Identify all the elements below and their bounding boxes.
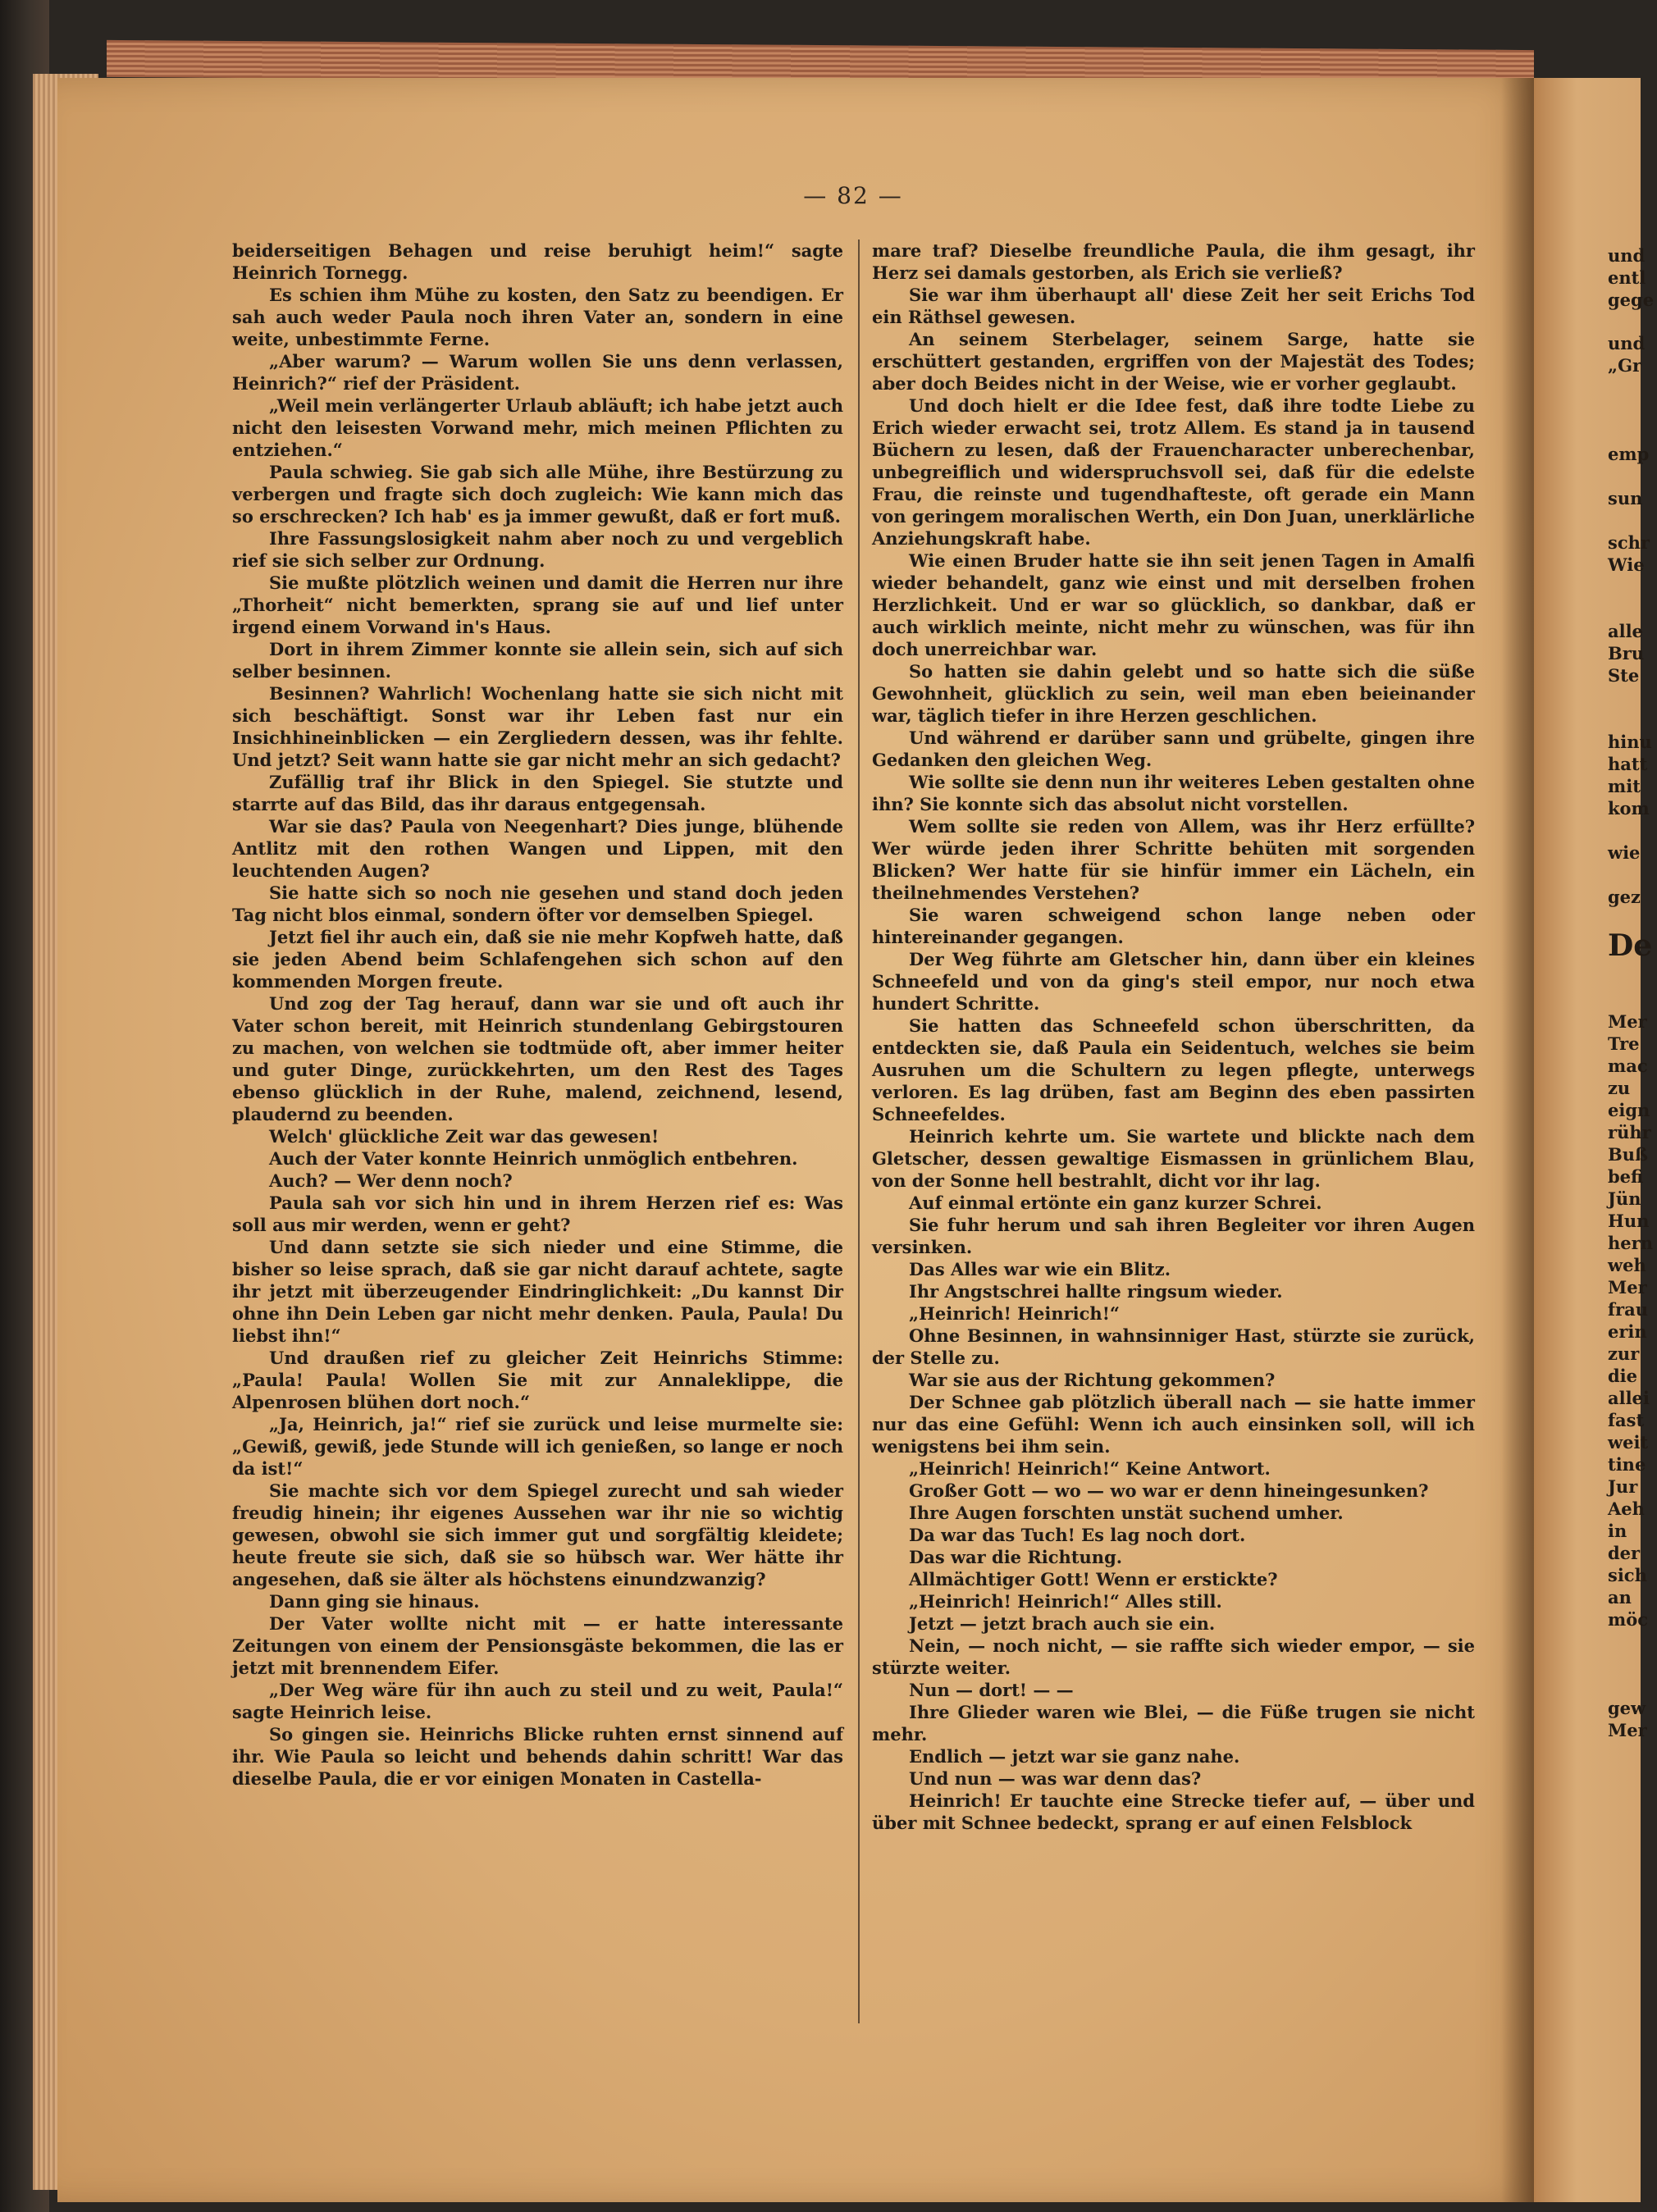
next-page-fragment: gege [1608, 290, 1655, 310]
paragraph: Und nun — was war denn das? [909, 1768, 1202, 1789]
next-page-fragment: entl [1608, 267, 1646, 288]
paragraph: Und dann setzte sie sich nieder und eine Stimme, die bisher so leise sprach, daß sie gar nicht darauf achtete, sagte ihr jetzt mit überzeugender Eindringlichkeit: „Du kannst Dir ohne ihn Dein Leben gar nicht mehr denken. Paula, Paula! Du liebst ihn!“ [232, 1237, 843, 1346]
next-page-fragment: Jur [1608, 1476, 1638, 1497]
next-page-fragment: Mer [1608, 1720, 1647, 1740]
next-page-fragment: zu [1608, 1078, 1631, 1098]
paragraph: War sie das? Paula von Neegenhart? Dies junge, blühende Antlitz mit den rothen Wangen und Lippen, mit den leuchtenden Augen? [232, 816, 843, 881]
paragraph: Sie war ihm überhaupt all' diese Zeit her seit Erichs Tod ein Räthsel gewesen. [872, 285, 1475, 327]
next-page-fragment: an [1608, 1587, 1632, 1608]
paragraph: Wie einen Bruder hatte sie ihn seit jenen Tagen in Amalfi wieder behandelt, ganz wie einst und mit derselben frohen Herzlichkeit. Und er war so glücklich, so dankbar, daß er auch wirklich meinte, nicht mehr zu wünschen, was für ihn doch unerreichbar war. [872, 550, 1475, 659]
next-page-fragment: sich [1608, 1565, 1647, 1585]
paragraph: Ihre Fassungslosigkeit nahm aber noch zu und vergeblich rief sie sich selber zur Ordnung. [232, 528, 843, 571]
page-gutter [1501, 78, 1534, 2202]
next-page-fragment: kom [1608, 798, 1650, 819]
paragraph: Auch der Vater konnte Heinrich unmöglich entbehren. [269, 1148, 798, 1169]
next-page-fragment: Ste [1608, 665, 1640, 686]
paragraph: Heinrich! Er tauchte eine Strecke tiefer auf, — über und über mit Schnee bedeckt, sprang er auf einen Felsblock [872, 1790, 1475, 1833]
next-page-fragment: hinu [1608, 732, 1652, 752]
paragraph: So hatten sie dahin gelebt und so hatte sich die süße Gewohnheit, glücklich zu sein, weil man eben beieinander war, täglich tiefer in ihre Herzen geschlichen. [872, 661, 1475, 726]
paragraph: Nun — dort! — — [909, 1680, 1074, 1700]
paragraph: Sie hatten das Schneefeld schon überschritten, da entdeckten sie, daß Paula ein Seidentuch, welches sie beim Ausruhen um die Schultern zu legen pflegte, unterwegs verloren. Es lag drüben, fast am Beginn des eben passirten Schneefeldes. [872, 1015, 1475, 1124]
next-page-fragment: in [1608, 1521, 1627, 1541]
next-page-fragment: Jün [1608, 1188, 1641, 1209]
paragraph: Und zog der Tag herauf, dann war sie und oft auch ihr Vater schon bereit, mit Heinrich stundenlang Gebirgstouren zu machen, von welchen sie todtmüde oft, aber immer heiter und guter Dinge, zurückkehrten, um den Rest des Tages ebenso glücklich in der Ruhe, malend, zeichnend, lesend, plaudernd zu beenden. [232, 993, 843, 1124]
column-divider [858, 239, 860, 2023]
next-page-fragment: emp [1608, 444, 1650, 464]
paragraph: Es schien ihm Mühe zu kosten, den Satz zu beendigen. Er sah auch weder Paula noch ihren Vater an, sondern in eine weite, unbestimmte Ferne. [232, 285, 843, 349]
next-page-fragment: rühr [1608, 1122, 1651, 1142]
paragraph: Ohne Besinnen, in wahnsinniger Hast, stürzte sie zurück, der Stelle zu. [872, 1325, 1475, 1368]
paragraph: So gingen sie. Heinrichs Blicke ruhten ernst sinnend auf ihr. Wie Paula so leicht und behends dahin schritt! War das dieselbe Paula, die er vor einigen Monaten in Castella- [232, 1724, 843, 1789]
paragraph: „Aber warum? — Warum wollen Sie uns denn verlassen, Heinrich?“ rief der Präsident. [232, 351, 843, 394]
paragraph: Und draußen rief zu gleicher Zeit Heinrichs Stimme: „Paula! Paula! Wollen Sie mit zur Annaleklippe, die Alpenrosen blühen dort noch.“ [232, 1348, 843, 1412]
next-page-fragment: tine [1608, 1454, 1646, 1475]
paragraph: Jetzt — jetzt brach auch sie ein. [909, 1613, 1216, 1634]
paragraph: Paula sah vor sich hin und in ihrem Herzen rief es: Was soll aus mir werden, wenn er geht? [232, 1193, 843, 1235]
paragraph: Sie mußte plötzlich weinen und damit die Herren nur ihre „Thorheit“ nicht bemerkten, sprang sie auf und lief unter irgend einem Vorwand in's Haus. [232, 572, 843, 637]
next-page-fragment: hatt [1608, 754, 1648, 774]
paragraph: „Heinrich! Heinrich!“ [909, 1303, 1120, 1324]
next-page-fragment: gez [1608, 887, 1641, 907]
next-page-fragment: fast [1608, 1410, 1645, 1430]
next-page-fragment: De [1608, 928, 1653, 963]
paragraph: Sie fuhr herum und sah ihren Begleiter vor ihren Augen versinken. [872, 1215, 1475, 1257]
paragraph: Ihre Augen forschten unstät suchend umher. [909, 1503, 1344, 1523]
paragraph: Besinnen? Wahrlich! Wochenlang hatte sie sich nicht mit sich beschäftigt. Sonst war ihr Leben fast nur ein Insichhineinblicken — ein Zergliedern dessen, was ihr fehlte. Und jetzt? Seit wann hatte sie gar nicht mehr an sich gedacht? [232, 683, 843, 770]
paragraph: Auch? — Wer denn noch? [269, 1170, 513, 1191]
next-page-fragment: die [1608, 1366, 1638, 1386]
next-page-fragment: „Gr [1608, 355, 1642, 376]
paragraph: „Heinrich! Heinrich!“ Alles still. [909, 1591, 1222, 1612]
paragraph: Sie hatte sich so noch nie gesehen und stand doch jeden Tag nicht blos einmal, sondern öfter vor demselben Spiegel. [232, 883, 843, 925]
paragraph: Nein, — noch nicht, — sie raffte sich wieder empor, — sie stürzte weiter. [872, 1635, 1475, 1678]
next-page-fragment: weh [1608, 1255, 1646, 1275]
next-page-fragment: alle [1608, 621, 1643, 641]
next-page-fragment: Hun [1608, 1211, 1650, 1231]
paragraph: Und während er darüber sann und grübelte, gingen ihre Gedanken den gleichen Weg. [872, 727, 1475, 770]
next-page-fragment: Wie [1608, 554, 1645, 575]
next-page-fragment: allei [1608, 1388, 1650, 1408]
paragraph: Endlich — jetzt war sie ganz nahe. [909, 1746, 1240, 1767]
next-page-fragment: erin [1608, 1321, 1647, 1342]
paragraph: Dort in ihrem Zimmer konnte sie allein sein, sich auf sich selber besinnen. [232, 639, 843, 682]
next-page-fragment: hern [1608, 1233, 1653, 1253]
next-page-fragment: Tre [1608, 1033, 1640, 1054]
next-page-fragment: befi [1608, 1166, 1644, 1187]
paragraph: Der Schnee gab plötzlich überall nach — sie hatte immer nur das eine Gefühl: Wenn ich auch einsinken soll, will ich wenigstens bei ihm sein. [872, 1392, 1475, 1457]
next-page-fragment: gew [1608, 1698, 1646, 1718]
paragraph: Allmächtiger Gott! Wenn er erstickte? [909, 1569, 1278, 1589]
paragraph: An seinem Sterbelager, seinem Sarge, hatte sie erschüttert gestanden, ergriffen von der Majestät des Todes; aber doch Beides nicht in der Weise, wie er vorher geglaubt. [872, 329, 1475, 394]
next-page-fragment: sun [1608, 488, 1643, 509]
paragraph: Jetzt fiel ihr auch ein, daß sie nie mehr Kopfweh hatte, daß sie jeden Abend beim Schlafengehen sich schon auf den kommenden Morgen freute. [232, 927, 843, 992]
paragraph: Sie waren schweigend schon lange neben oder hintereinander gegangen. [872, 905, 1475, 947]
next-page-fragment: und [1608, 245, 1646, 266]
paragraph: Das war die Richtung. [909, 1547, 1123, 1567]
paragraph: Großer Gott — wo — wo war er denn hineingesunken? [909, 1480, 1429, 1501]
right-text-column [872, 239, 1475, 1834]
next-page-fragment: mac [1608, 1056, 1648, 1076]
paragraph: War sie aus der Richtung gekommen? [909, 1370, 1276, 1390]
next-page-fragment: möc [1608, 1609, 1649, 1630]
paragraph: Zufällig traf ihr Blick in den Spiegel. Sie stutzte und starrte auf das Bild, das ihr daraus entgegensah. [232, 772, 843, 814]
left-text-column [232, 239, 843, 1790]
next-page-fragment: Buß [1608, 1144, 1648, 1165]
paragraph: Der Weg führte am Gletscher hin, dann über ein kleines Schneefeld und von da ging's steil empor, nur noch etwa hundert Schritte. [872, 949, 1475, 1014]
paragraph: Dann ging sie hinaus. [269, 1591, 480, 1612]
next-page-fragment: wie [1608, 842, 1641, 863]
paragraph: „Heinrich! Heinrich!“ Keine Antwort. [909, 1458, 1271, 1479]
paragraph: „Der Weg wäre für ihn auch zu steil und zu weit, Paula!“ sagte Heinrich leise. [232, 1680, 843, 1722]
page-number: — 82 — [803, 182, 903, 209]
next-page-fragment: mit [1608, 776, 1641, 796]
paragraph: Heinrich kehrte um. Sie wartete und blickte nach dem Gletscher, dessen gewaltige Eismassen in grünlichem Blau, von der Sonne hell bestrahlt, dicht vor ihr lag. [872, 1126, 1475, 1191]
paragraph: Auf einmal ertönte ein ganz kurzer Schrei. [909, 1193, 1322, 1213]
next-page-fragment: zur [1608, 1343, 1640, 1364]
next-page-fragment: Mer [1608, 1277, 1647, 1298]
next-page-fragment: der [1608, 1543, 1641, 1563]
next-page-fragment: Bru [1608, 643, 1645, 664]
paragraph: Welch' glückliche Zeit war das gewesen! [269, 1126, 660, 1147]
paragraph: Der Vater wollte nicht mit — er hatte interessante Zeitungen von einem der Pensionsgäste bekommen, die las er jetzt mit brennendem Eifer. [232, 1613, 843, 1678]
paragraph: Das Alles war wie ein Blitz. [909, 1259, 1171, 1279]
next-page-fragment: Mer [1608, 1011, 1647, 1032]
paragraph: „Ja, Heinrich, ja!“ rief sie zurück und leise murmelte sie: „Gewiß, gewiß, jede Stunde will ich genießen, so lange er noch da ist!“ [232, 1414, 843, 1479]
next-page-fragment: schr [1608, 532, 1650, 553]
paragraph: Sie machte sich vor dem Spiegel zurecht und sah wieder freudig hinein; ihr eigenes Aussehen war ihr nie so wichtig gewesen, obwohl sie sich immer gut und sorgfältig kleidete; heute freute sie sich, daß sie so hübsch war. Wer hätte ihr angesehen, daß sie älter als höchstens einundzwanzig? [232, 1480, 843, 1589]
next-page-fragment: und [1608, 333, 1646, 353]
paragraph: Ihr Angstschrei hallte ringsum wieder. [909, 1281, 1283, 1302]
paragraph: Und doch hielt er die Idee fest, daß ihre todte Liebe zu Erich wieder erwacht sei, trotz Allem. Es stand ja in tausend Büchern zu lesen, daß der Frauencharacter unberechenbar, unbegreiflich und widerspruchsvoll sei, daß für die edelste Frau, die reinste und tugendhafteste, oft gerade ein Mann von geringem moralischen Werth, ein Don Juan, unerklärliche Anziehungskraft habe. [872, 395, 1475, 549]
paragraph: Ihre Glieder waren wie Blei, — die Füße trugen sie nicht mehr. [872, 1702, 1475, 1745]
paragraph: Paula schwieg. Sie gab sich alle Mühe, ihre Bestürzung zu verbergen und fragte sich doch zugleich: Wie kann mich das so erschrecken? Ich hab' es ja immer gewußt, daß er fort muß. [232, 462, 843, 527]
paragraph: mare traf? Dieselbe freundliche Paula, die ihm gesagt, ihr Herz sei damals gestorben, als Erich sie verließ? [872, 240, 1475, 283]
next-page-fragment: eign [1608, 1100, 1650, 1120]
paragraph: beiderseitigen Behagen und reise beruhigt heim!“ sagte Heinrich Tornegg. [232, 240, 843, 283]
paragraph: „Weil mein verlängerter Urlaub abläuft; ich habe jetzt auch nicht den leisesten Vorwand mehr, mich meinen Pflichten zu entziehen.“ [232, 395, 843, 460]
next-page-fragment: Aeh [1608, 1498, 1645, 1519]
next-page-fragment: frau [1608, 1299, 1648, 1320]
paragraph: Da war das Tuch! Es lag noch dort. [909, 1525, 1246, 1545]
paragraph: Wem sollte sie reden von Allem, was ihr Herz erfüllte? Wer würde jeden ihrer Schritte behüten mit sorgenden Blicken? Wer hatte für sie hinfür immer ein Lächeln, ein theilnehmendes Verstehen? [872, 816, 1475, 903]
paragraph: Wie sollte sie denn nun ihr weiteres Leben gestalten ohne ihn? Sie konnte sich das absolut nicht vorstellen. [872, 772, 1475, 814]
next-page-fragment: weit [1608, 1432, 1649, 1453]
